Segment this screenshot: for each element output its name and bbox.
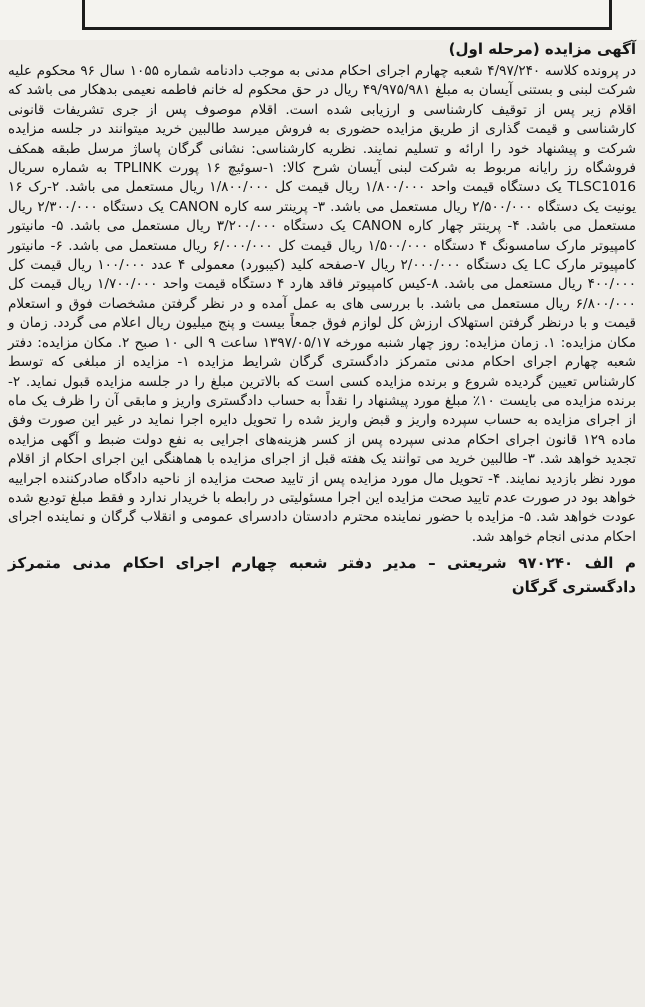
notice-body: در پرونده کلاسه ۴/۹۷/۲۴۰ شعبه چهارم اجرای احکام مدنی به موجب دادنامه شماره ۱۰۵۵ سال ۹۶ محکوم علیه شرکت لبنی و بستنی آیسان به مبلغ ۴۹/۹۷۵/۹۸۱ ریال در حق محکوم له خانم فاطمه نعیمی بدهکار می باشد که اقلام زیر پس از توقیف کارشناسی و ارزیابی شده است. اقلام موصوف پس از جری تشریفات قانونی کارشناسی و قیمت گذاری از طریق مزایده حضوری به فروش میرسد طالبین خرید میتوانند در جلسه مزایده شرکت و پیشنهاد خود را ارائه و تسلیم نمایند. نظریه کارشناسی: نشانی گرگان پاساژ مرسل طبقه همکف فروشگاه رز رایانه مربوط به شرکت لبنی آیسان شرح کالا: ۱-سوئیچ ۱۶ پورت TPLINK به شماره سریال TLSC1016 یک دستگاه قیمت واحد ۱/۸۰۰/۰۰۰ ریال قیمت کل ۱/۸۰۰/۰۰۰ ریال مستعمل می باشد. ۲-رک ۱۶ یونیت یک دستگاه ۲/۵۰۰/۰۰۰ ریال مستعمل می باشد. ۳- پرینتر سه کاره CANON یک دستگاه ۲/۳۰۰/۰۰۰ ریال مستعمل می باشد. ۴- پرینتر چهار کاره CANON یک دستگاه ۳/۲۰۰/۰۰۰ ریال مستعمل می باشد. ۵- مانیتور کامپیوتر مارک سامسونگ ۴ دستگاه ۱/۵۰۰/۰۰۰ ریال قیمت کل ۶/۰۰۰/۰۰۰ ریال مستعمل می باشد. ۶- مانیتور کامپیوتر مارک LC یک دستگاه ۲/۰۰۰/۰۰۰ ریال ۷-صفحه کلید (کیبورد) معمولی ۴ عدد ۱۰۰/۰۰۰ ریال قیمت کل ۴۰۰/۰۰۰ ریال مستعمل می باشد. ۸-کیس کامپیوتر فاقد هارد ۴ دستگاه قیمت واحد ۱/۷۰۰/۰۰۰ ریال قیمت کل ۶/۸۰۰/۰۰۰ ریال مستعمل می باشد. با بررسی های به عمل آمده و در نظر گرفتن مشخصات فوق و استعلام قیمت و با درنظر گرفتن استهلاک ارزش کل لوازم فوق جمعاً بیست و پنج میلیون ریال اعلام می گردد. زمان و مکان مزایده: ۱. زمان مزایده: روز چهار شنبه مورخه ۱۳۹۷/۰۵/۱۷ ساعت ۹ الی ۱۰ صبح ۲. مکان مزایده: دفتر شعبه چهارم اجرای احکام مدنی متمرکز دادگستری گرگان شرایط مزایده ۱- مزایده از مبلغی که توسط کارشناس تعیین گردیده شروع و برنده مزایده کسی است که بالاترین مبلغ را در جلسه مزایده قبول نماید. ۲- برنده مزایده می بایست ۱۰٪ مبلغ مورد پیشنهاد را نقداً به حساب دادگستری واریز و مابقی آن را ظرف یک ماه از اجرای مزایده به حساب سپرده واریز و قبض واریز شده را تحویل دایره اجرا نماید در غیر این صورت وفق ماده ۱۲۹ قانون اجرای احکام مدنی سپرده پس از کسر هزینه‌های اجرایی به نفع دولت ضبط و آگهی مزایده تجدید خواهد شد. ۳- طالبین خرید می توانند یک هفته قبل از اجرای مزایده با هماهنگی این اجرای احکام از اقلام مورد نظر بازدید نمایند. ۴- تحویل مال مورد مزایده پس از تایید صحت مزایده از ناحیه دادگاه صادرکننده اجراییه خواهد بود در صورت عدم تایید صحت مزایده این اجرا مسئولیتی در رابطه با خریدار ندارد و فقط مبلغ تودیع شده عودت خواهد شد. ۵- مزایده با حضور نماینده محترم دادستان دادسرای عمومی و انقلاب گرگان و نماینده اجرای احکام مدنی انجام خواهد شد. [8,63,637,545]
adjacent-ad-frame [82,0,612,30]
notice-title: آگهی مزایده (مرحله اول) [448,40,636,58]
notice-signature: م الف ۹۷۰۲۴۰ شریعتی – مدیر دفتر شعبه چهارم اجرای احکام مدنی متمرکز دادگستری گرگان [8,554,636,597]
auction-notice [8,38,636,599]
